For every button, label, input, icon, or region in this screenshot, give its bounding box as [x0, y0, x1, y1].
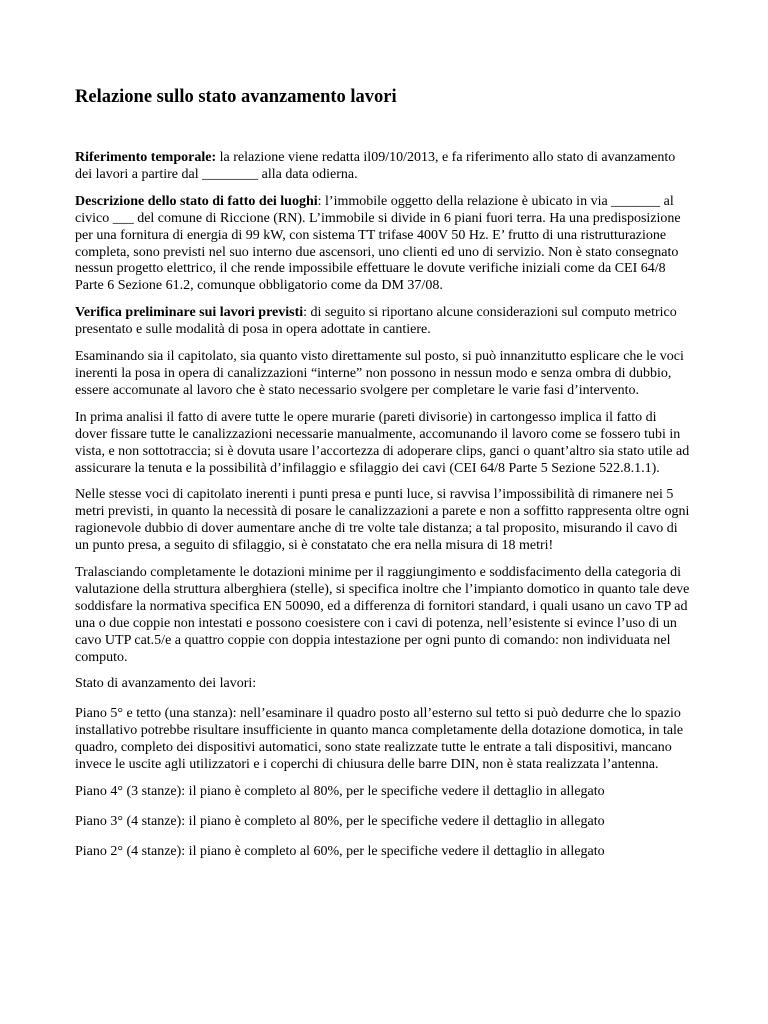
document-body — [75, 150, 690, 874]
floor-status-line: Piano 3° (4 stanze): il piano è completo al 80%, per le specifiche vedere il dettaglio in allegato — [75, 813, 605, 829]
paragraph-label: Verifica preliminare sui lavori previsti — [75, 305, 304, 321]
floor-status-line: Piano 4° (3 stanze): il piano è completo al 80%, per le specifiche vedere il dettaglio in allegato — [75, 784, 605, 799]
paragraph-floor-5: Piano 5° e tetto (una stanza): nell’esaminare il quadro posto all’esterno sul tetto si può dedurre che lo spazio installativo potrebbe risultare insufficiente in quanto manca completamente della dotazione domotica, in tale quadro, completo dei dispositivi automatici, sono state realizzate tutte le entrate a tali dispositivi, mancano invece le uscite agli utilizzatori e i coperchi di chiusura delle barre DIN, non è stata realizzata l’antenna. — [75, 706, 684, 773]
paragraph-plasterboard: In prima analisi il fatto di avere tutte le opere murarie (pareti divisorie) in cartongesso implica il fatto di dover fissare tutte le canalizzazioni necessarie manualmente, accomunando il lavoro come se fossero tubi in vista, e non sottotraccia; si è dovuta usare l’accortezza di adoperare clips, ganci o quant’altro sia stato utile ad assicurare la tenuta e la possibilità d’infilaggio e sfilaggio dei cavi (CEI 64/8 Parte 5 Sezione 522.8.1.1). — [75, 409, 690, 476]
floor-status-line: Piano 2° (4 stanze): il piano è completo al 60%, per le specifiche vedere il dettaglio in allegato — [75, 843, 605, 859]
paragraph-preliminary-check — [75, 305, 690, 339]
paragraph-label: Riferimento temporale: — [75, 150, 217, 165]
paragraph-progress-heading: Stato di avanzamento dei lavori: — [75, 676, 257, 692]
paragraph-text: : di seguito si riportano alcune considerazioni sul computo metrico presentato e sulle modalità di posa in opera adottate in cantiere. — [75, 305, 677, 338]
paragraph-label: Descrizione dello stato di fatto dei luoghi — [75, 193, 318, 209]
paragraph-time-reference — [75, 150, 690, 184]
paragraph-text: : l’immobile oggetto della relazione è ubicato in via _______ al civico ___ del comune di Riccione (RN). L’immobile si divide in 6 piani fuori terra. Ha una predisposizione per una fornitura di energia di 99 kW, con sistema TT trifase 400V 50 Hz. E’ frutto di una ristrutturazione completa, sono previsti nel suo interno due ascensori, uno clienti ed uno di servizio. Non è stato consegnato nessun progetto elettrico, il che rende impossibile effettuare le dovute verifiche iniziali come da CEI 64/8 Parte 6 Sezione 61.2, comunque obbligatorio come da DM 37/08. — [75, 193, 681, 294]
paragraph-outlet-points: Nelle stesse voci di capitolato inerenti i punti presa e punti luce, si ravvisa l’impossibilità di rimanere nei 5 metri previsti, in quanto la necessità di posare le canalizzazioni a parete e non a soffitto rappresenta oltre ogni ragionevole dubbio di dover aumentare anche di tre volte tale distanza; a tal proposito, misurando il cavo di un punto presa, a seguito di sfilaggio, si è constatato che era nella misura di 18 metri! — [75, 487, 690, 554]
paragraph-home-automation: Tralasciando completamente le dotazioni minime per il raggiungimento e soddisfacimento della categoria di valutazione della struttura alberghiera (stelle), si specifica inoltre che l’impianto domotico in quanto tale deve soddisfare la normativa specifica EN 50090, ed a differenza di fornitori standard, i quali usano un cavo TP ad una o due coppie non intestati e possono coesistere con i cavi di potenza, nell’esistente si evince l’uso di un cavo UTP cat.5/e a quattro coppie con doppia intestazione per ogni punto di comando: non individuata nel computo. — [75, 565, 690, 665]
paragraph-text: la relazione viene redatta il09/10/2013, e fa riferimento allo stato di avanzamento dei lavori a partire dal ________ alla data odierna. — [75, 150, 676, 182]
paragraph-specifications: Esaminando sia il capitolato, sia quanto visto direttamente sul posto, si può innanzitutto esplicare che le voci inerenti la posa in opera di canalizzazioni “interne” non possono in nessun modo e senza ombra di dubbio, essere accomunate al lavoro che è stato necessario svolgere per completare le varie fasi d’intervento. — [75, 349, 684, 398]
paragraph-site-description — [75, 194, 690, 295]
document-title: Relazione sullo stato avanzamento lavori — [75, 87, 397, 107]
